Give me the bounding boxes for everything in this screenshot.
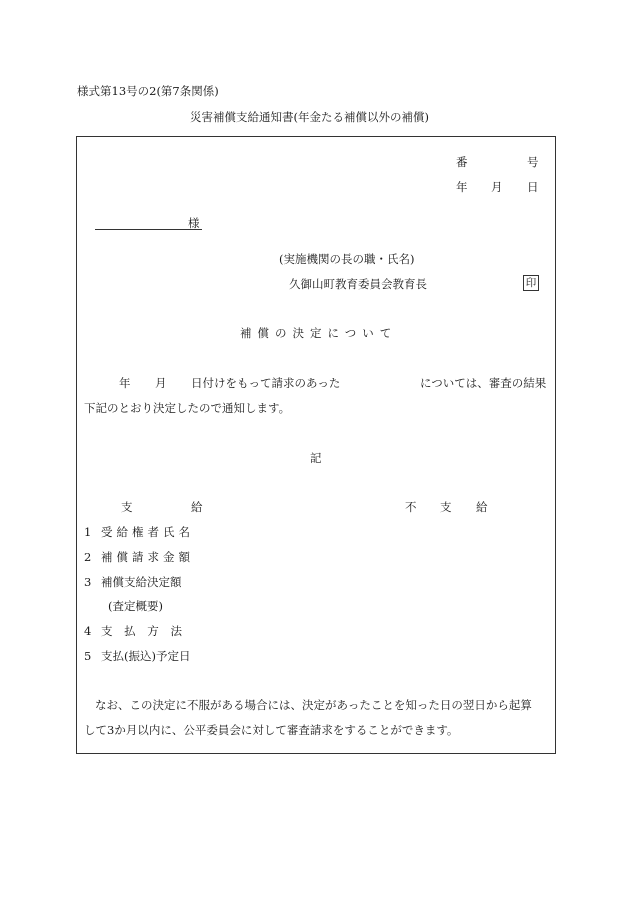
addressee-name-line [95,229,202,230]
notice-line2: して3か月以内に、公平委員会に対して審査請求をすることができます。 [84,723,459,737]
body-line2: 下記のとおり決定したので通知します。 [84,401,291,415]
body-year-label: 年 [119,376,131,390]
col-shikyu-char1: 支 [121,500,133,514]
item-label: 支 払 方 法 [101,624,186,638]
date-month-label: 月 [491,180,503,194]
addressee-honorific: 様 [188,216,200,230]
item-number: 1 [84,525,92,539]
item-label: 受給権者氏名 [101,525,194,539]
item-number: 3 [84,575,92,589]
number-label-go: 号 [527,155,539,169]
document-title: 災害補償支給通知書(年金たる補償以外の補償) [190,110,429,124]
number-label-ban: 番 [456,155,468,169]
body-line1-middle: 日付けをもって請求のあった [191,376,341,390]
item-number: 5 [84,649,92,663]
seal-mark: 印 [523,275,539,291]
item-label: (査定概要) [108,599,163,613]
item-number: 2 [84,550,92,564]
col-fushikyu-char1: 不 [405,500,417,514]
item-number: 4 [84,624,92,638]
body-month-label: 月 [155,376,167,390]
item-label: 補償請求金額 [101,550,194,564]
notice-line1: なお、この決定に不服がある場合には、決定があったことを知った日の翌日から起算 [95,698,532,712]
date-day-label: 日 [527,180,539,194]
col-fushikyu-char2: 支 [440,500,452,514]
date-year-label: 年 [456,180,468,194]
item-label: 支払(振込)予定日 [101,649,191,663]
col-shikyu-char2: 給 [191,500,203,514]
ki-heading: 記 [310,451,322,465]
issuer-role-note: (実施機関の長の職・氏名) [279,252,415,266]
subject-heading: 補償の決定について [240,326,398,340]
form-number: 様式第13号の2(第7条関係) [77,84,219,98]
issuer-name: 久御山町教育委員会教育長 [289,277,427,291]
item-label: 補償支給決定額 [101,575,182,589]
col-fushikyu-char3: 給 [476,500,488,514]
body-line1-end: については、審査の結果 [420,376,547,390]
